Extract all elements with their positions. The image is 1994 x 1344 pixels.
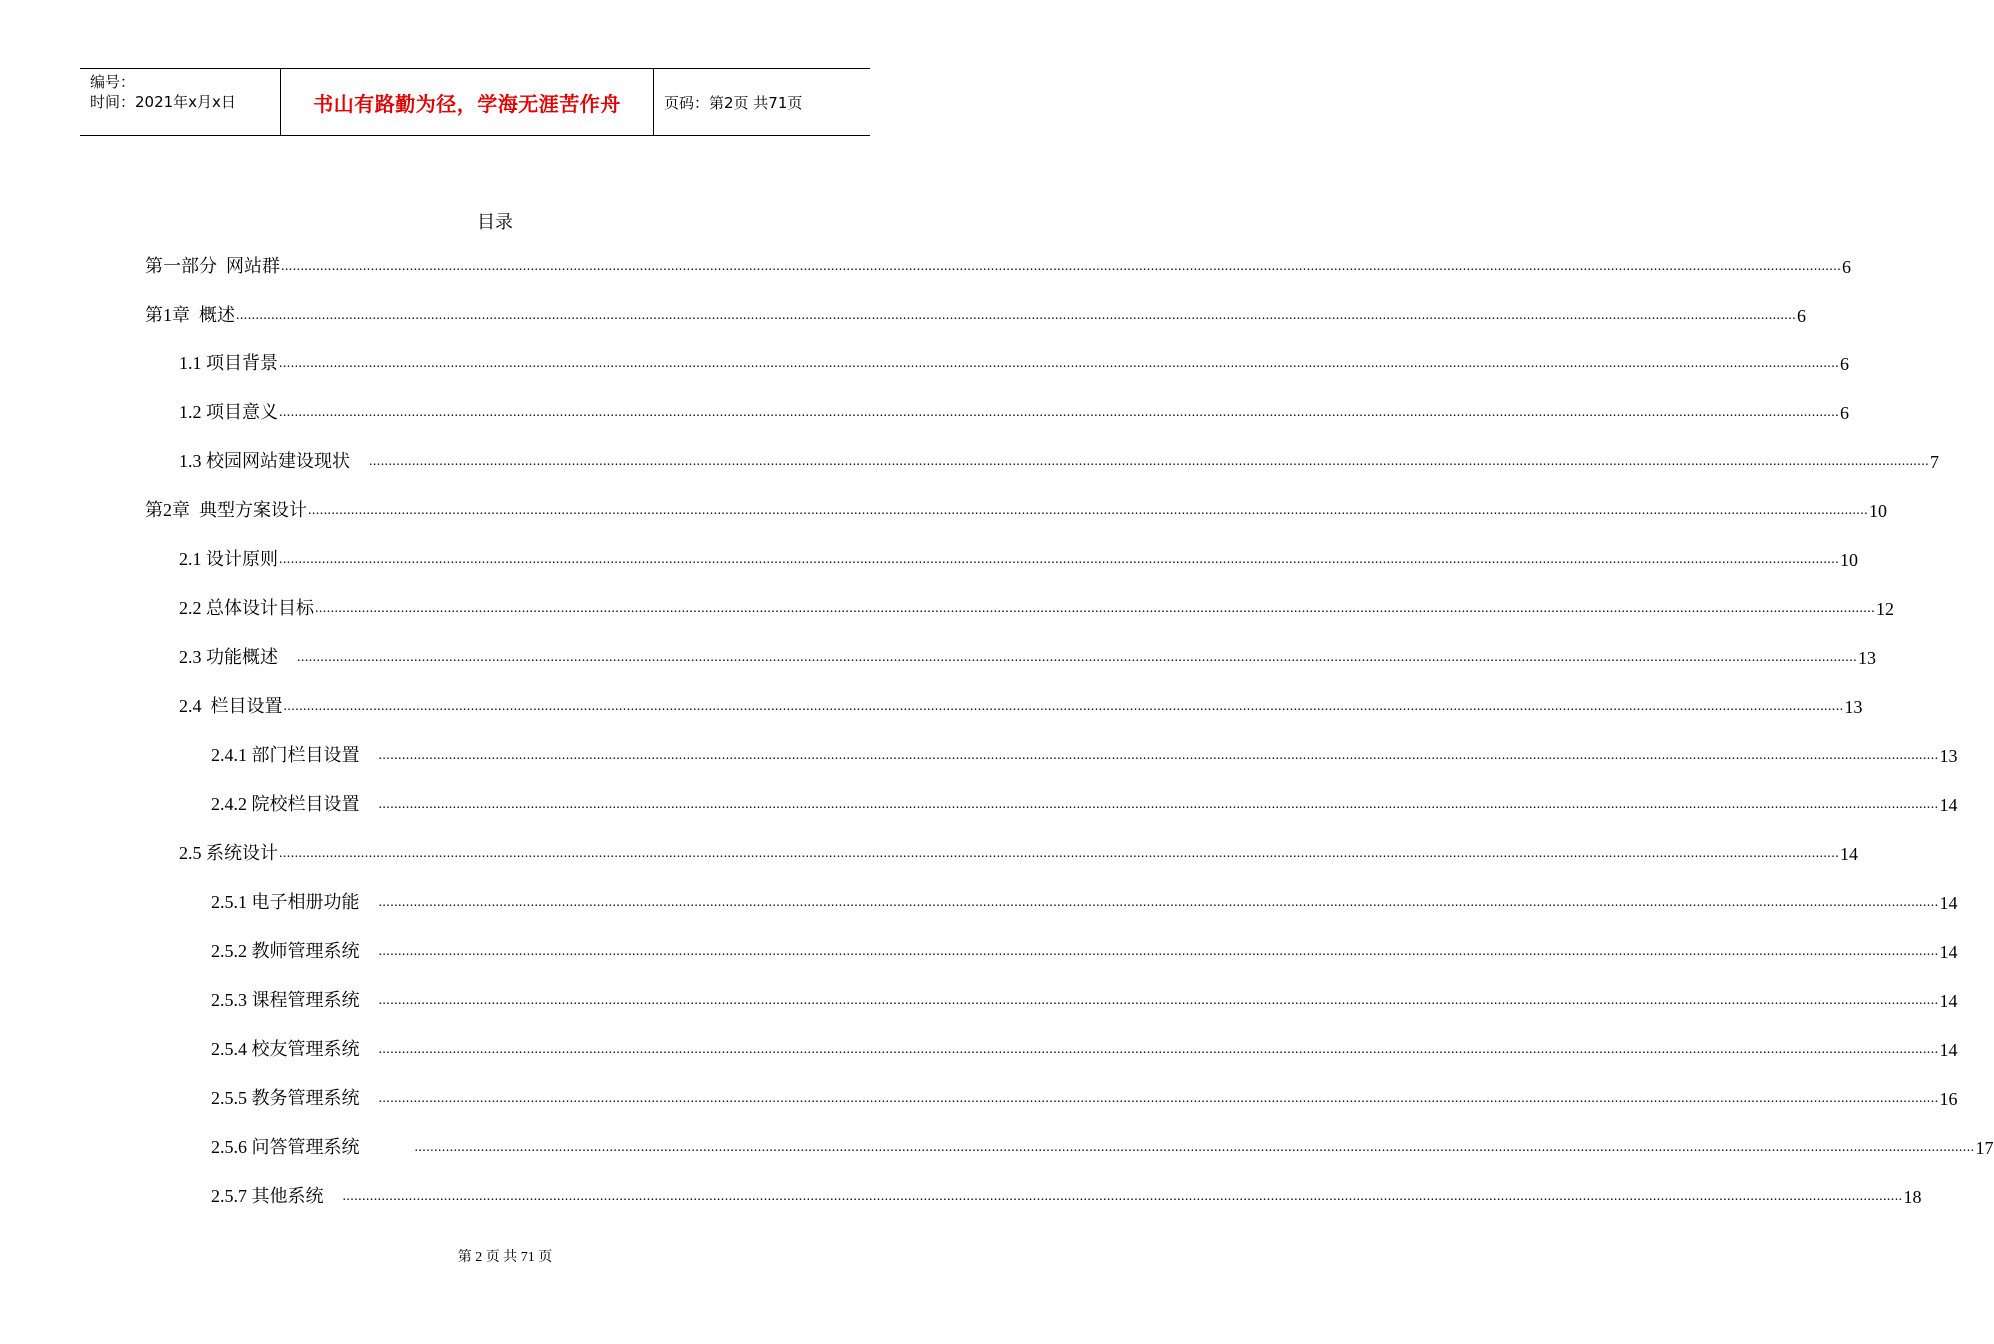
toc-entry-page: 14 xyxy=(1939,893,1958,913)
toc-entry-page: 13 xyxy=(1844,697,1863,717)
toc-entry-page: 16 xyxy=(1939,1089,1958,1109)
toc-entry[interactable] xyxy=(211,1135,1994,1159)
toc-entry-label: 第1章 概述 xyxy=(145,305,235,325)
toc-entry-label: 2.5.7 其他系统 xyxy=(211,1186,342,1206)
toc-entry[interactable] xyxy=(211,1086,1958,1110)
toc-entry[interactable] xyxy=(179,449,1939,473)
toc-entry[interactable] xyxy=(145,498,1887,522)
toc-entry[interactable] xyxy=(179,596,1894,620)
toc-title: 目录 xyxy=(477,212,513,232)
toc-leader-dots: ................................................................................................................................................................................................................................................................................................................................................................................................................ xyxy=(378,993,1939,1008)
toc-entry-page: 13 xyxy=(1858,648,1876,668)
toc-leader-dots: ................................................................................................................................................................................................................................................................................................................................................................................................................ xyxy=(369,454,1929,469)
toc-entry-page: 12 xyxy=(1876,599,1894,619)
toc-entry-page: 6 xyxy=(1797,306,1806,326)
toc-entry-label: 2.5.5 教务管理系统 xyxy=(211,1088,378,1108)
toc-leader-dots: ................................................................................................................................................................................................................................................................................................................................................................................................................ xyxy=(308,503,1868,518)
toc-entry[interactable] xyxy=(179,547,1858,571)
toc-entry-label: 2.2 总体设计目标 xyxy=(179,598,314,618)
toc-entry[interactable] xyxy=(179,841,1858,865)
toc-entry-page: 13 xyxy=(1939,746,1958,766)
toc-entry[interactable] xyxy=(179,645,1876,669)
toc-entry-page: 14 xyxy=(1939,991,1958,1011)
toc-entry-page: 18 xyxy=(1903,1187,1922,1207)
toc-entry-label: 2.5 系统设计 xyxy=(179,843,278,863)
toc-entry-label: 2.5.4 校友管理系统 xyxy=(211,1039,378,1059)
toc-leader-dots: ................................................................................................................................................................................................................................................................................................................................................................................................................ xyxy=(315,601,1875,616)
toc-entry-label: 2.1 设计原则 xyxy=(179,549,278,569)
toc-leader-dots: ................................................................................................................................................................................................................................................................................................................................................................................................................ xyxy=(378,944,1939,959)
document-code-label: 编号： xyxy=(90,73,136,91)
toc-entry-label: 2.3 功能概述 xyxy=(179,647,296,667)
toc-entry[interactable] xyxy=(211,1037,1958,1061)
toc-entry-page: 10 xyxy=(1869,501,1887,521)
toc-leader-dots: ................................................................................................................................................................................................................................................................................................................................................................................................................ xyxy=(378,748,1939,763)
toc-leader-dots: ................................................................................................................................................................................................................................................................................................................................................................................................................ xyxy=(378,1091,1939,1106)
toc-leader-dots: ................................................................................................................................................................................................................................................................................................................................................................................................................ xyxy=(279,405,1839,420)
page-footer: 第 2 页 共 71 页 xyxy=(457,1250,553,1265)
header-page-info: 页码：第2页 共71页 xyxy=(664,93,803,112)
toc-entry-page: 7 xyxy=(1930,452,1939,472)
toc-entry-label: 2.5.3 课程管理系统 xyxy=(211,990,378,1010)
toc-leader-dots: ................................................................................................................................................................................................................................................................................................................................................................................................................ xyxy=(378,797,1939,812)
toc-leader-dots: ................................................................................................................................................................................................................................................................................................................................................................................................................ xyxy=(236,308,1796,323)
toc-entry-label: 2.5.1 电子相册功能 xyxy=(211,892,378,912)
toc-entry[interactable] xyxy=(211,743,1958,767)
toc-entry[interactable] xyxy=(145,303,1806,327)
toc-entry-page: 14 xyxy=(1939,1040,1958,1060)
toc-entry-page: 6 xyxy=(1840,354,1849,374)
toc-entry-label: 1.1 项目背景 xyxy=(179,353,278,373)
toc-entry-label: 2.5.2 教师管理系统 xyxy=(211,941,378,961)
toc-entry-label: 2.4.2 院校栏目设置 xyxy=(211,794,378,814)
toc-entry-label: 2.4 栏目设置 xyxy=(179,696,283,716)
toc-leader-dots: ................................................................................................................................................................................................................................................................................................................................................................................................................ xyxy=(378,895,1939,910)
toc-entry[interactable] xyxy=(211,890,1958,914)
toc-entry[interactable] xyxy=(179,694,1863,718)
toc-entry[interactable] xyxy=(179,351,1849,375)
toc-entry-page: 6 xyxy=(1842,257,1851,277)
toc-entry-label: 第一部分 网站群 xyxy=(145,256,280,276)
toc-leader-dots: ................................................................................................................................................................................................................................................................................................................................................................................................................ xyxy=(283,699,1844,714)
toc-entry-page: 6 xyxy=(1840,403,1849,423)
toc-entry[interactable] xyxy=(145,254,1851,278)
toc-entry-page: 10 xyxy=(1840,550,1858,570)
toc-entry-page: 17 xyxy=(1975,1138,1994,1158)
toc-entry[interactable] xyxy=(179,400,1849,424)
header-motto: 书山有路勤为径，学海无涯苦作舟 xyxy=(313,91,621,116)
toc-entry-label: 1.2 项目意义 xyxy=(179,402,278,422)
toc-leader-dots: ................................................................................................................................................................................................................................................................................................................................................................................................................ xyxy=(342,1189,1903,1204)
toc-entry-label: 2.4.1 部门栏目设置 xyxy=(211,745,378,765)
toc-leader-dots: ................................................................................................................................................................................................................................................................................................................................................................................................................ xyxy=(279,846,1839,861)
toc-leader-dots: ................................................................................................................................................................................................................................................................................................................................................................................................................ xyxy=(297,650,1857,665)
toc-entry[interactable] xyxy=(211,792,1958,816)
toc-entry[interactable] xyxy=(211,939,1958,963)
toc-entry-label: 第2章 典型方案设计 xyxy=(145,500,307,520)
toc-leader-dots: ................................................................................................................................................................................................................................................................................................................................................................................................................ xyxy=(281,259,1841,274)
toc-leader-dots: ................................................................................................................................................................................................................................................................................................................................................................................................................ xyxy=(414,1140,1975,1155)
toc-leader-dots: ................................................................................................................................................................................................................................................................................................................................................................................................................ xyxy=(378,1042,1939,1057)
header-meta-cell xyxy=(80,69,281,135)
toc-leader-dots: ................................................................................................................................................................................................................................................................................................................................................................................................................ xyxy=(279,552,1839,567)
page-header xyxy=(80,68,870,136)
toc-entry-page: 14 xyxy=(1939,942,1958,962)
toc-entry-label: 1.3 校园网站建设现状 xyxy=(179,451,368,471)
document-time-label: 时间：2021年x月x日 xyxy=(90,93,236,111)
toc-entry[interactable] xyxy=(211,1184,1922,1208)
toc-entry-page: 14 xyxy=(1939,795,1958,815)
header-page-cell xyxy=(654,69,870,135)
toc-entry-label: 2.5.6 问答管理系统 xyxy=(211,1137,414,1157)
header-motto-cell xyxy=(281,69,654,135)
toc-entry[interactable] xyxy=(211,988,1958,1012)
toc-entry-page: 14 xyxy=(1840,844,1858,864)
toc-leader-dots: ................................................................................................................................................................................................................................................................................................................................................................................................................ xyxy=(279,356,1839,371)
